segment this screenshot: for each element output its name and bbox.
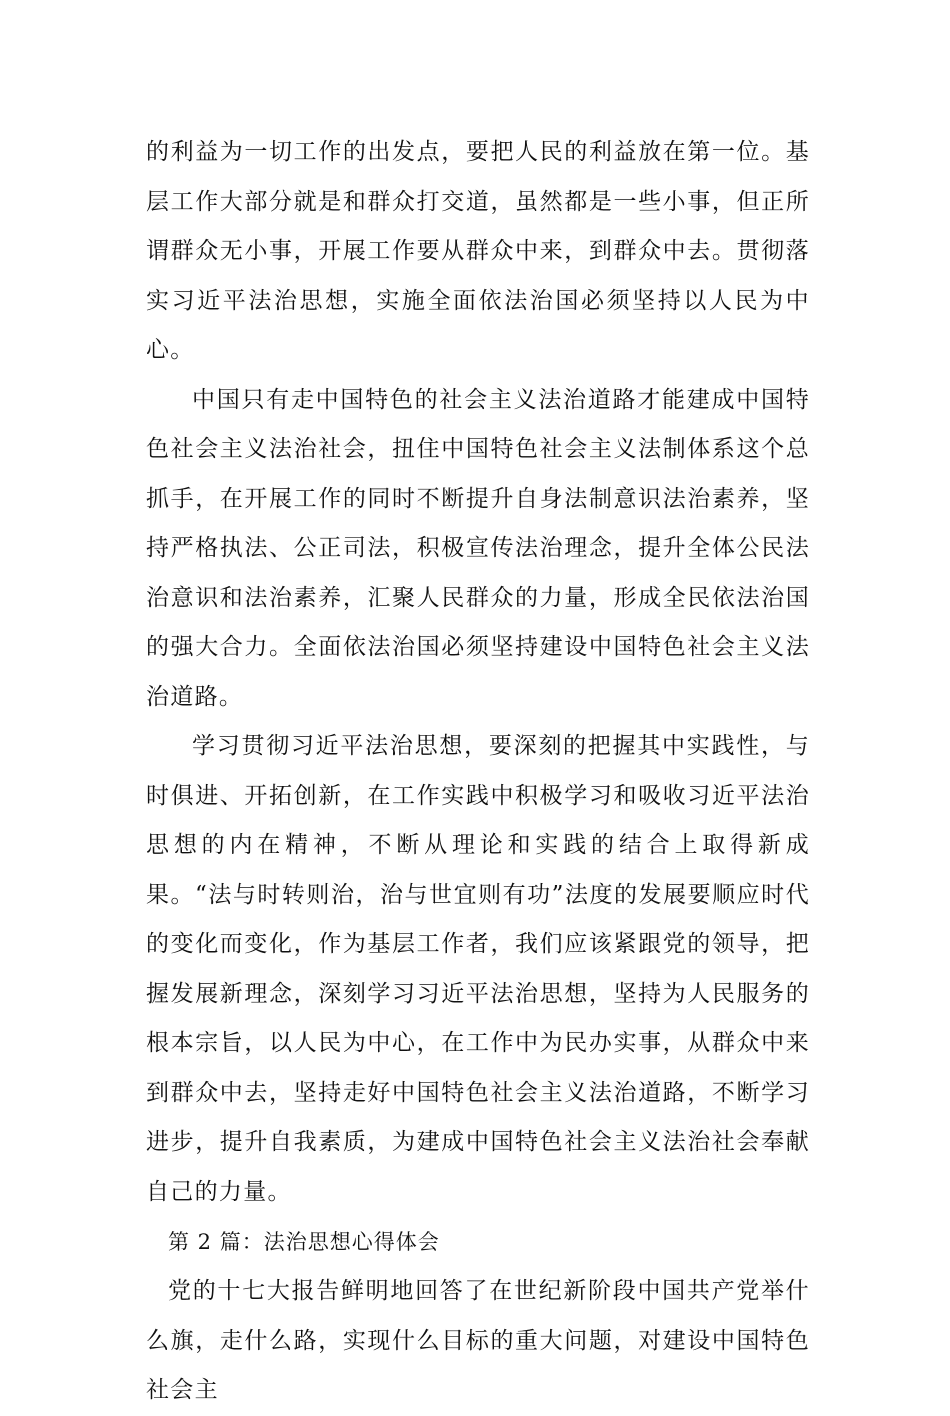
paragraph-2: 中国只有走中国特色的社会主义法治道路才能建成中国特色社会主义法治社会，扭住中国特色社会主义法制体系这个总抓手，在开展工作的同时不断提升自身法制意识法治素养，坚持严格执法、公正司法，积极宣传法治理念，提升全体公民法治意识和法治素养，汇聚人民群众的力量，形成全民依法治国的强大合力。全面依法治国必须坚持建设中国特色社会主义法治道路。 [146,386,810,710]
paragraph-4: 党的十七大报告鲜明地回答了在世纪新阶段中国共产党举什么旗，走什么路，实现什么目标的重大问题，对建设中国特色社会主 [146,1278,810,1403]
paragraph-1: 的利益为一切工作的出发点，要把人民的利益放在第一位。基层工作大部分就是和群众打交道，虽然都是一些小事，但正所谓群众无小事，开展工作要从群众中来，到群众中去。贯彻落实习近平法治思想，实施全面依法治国必须坚持以人民为中心。 [146,139,810,363]
document-body [146,128,810,1416]
section-heading: 第 2 篇：法治思想心得体会 [168,1230,440,1254]
paragraph-3: 学习贯彻习近平法治思想，要深刻的把握其中实践性，与时俱进、开拓创新，在工作实践中积极学习和吸收习近平法治思想的内在精神，不断从理论和实践的结合上取得新成果。“法与时转则治，治与世宜则有功”法度的发展要顺应时代的变化而变化，作为基层工作者，我们应该紧跟党的领导，把握发展新理念，深刻学习习近平法治思想，坚持为人民服务的根本宗旨，以人民为中心，在工作中为民办实事，从群众中来到群众中去，坚持走好中国特色社会主义法治道路，不断学习进步，提升自我素质，为建成中国特色社会主义法治社会奉献自己的力量。 [146,733,810,1205]
